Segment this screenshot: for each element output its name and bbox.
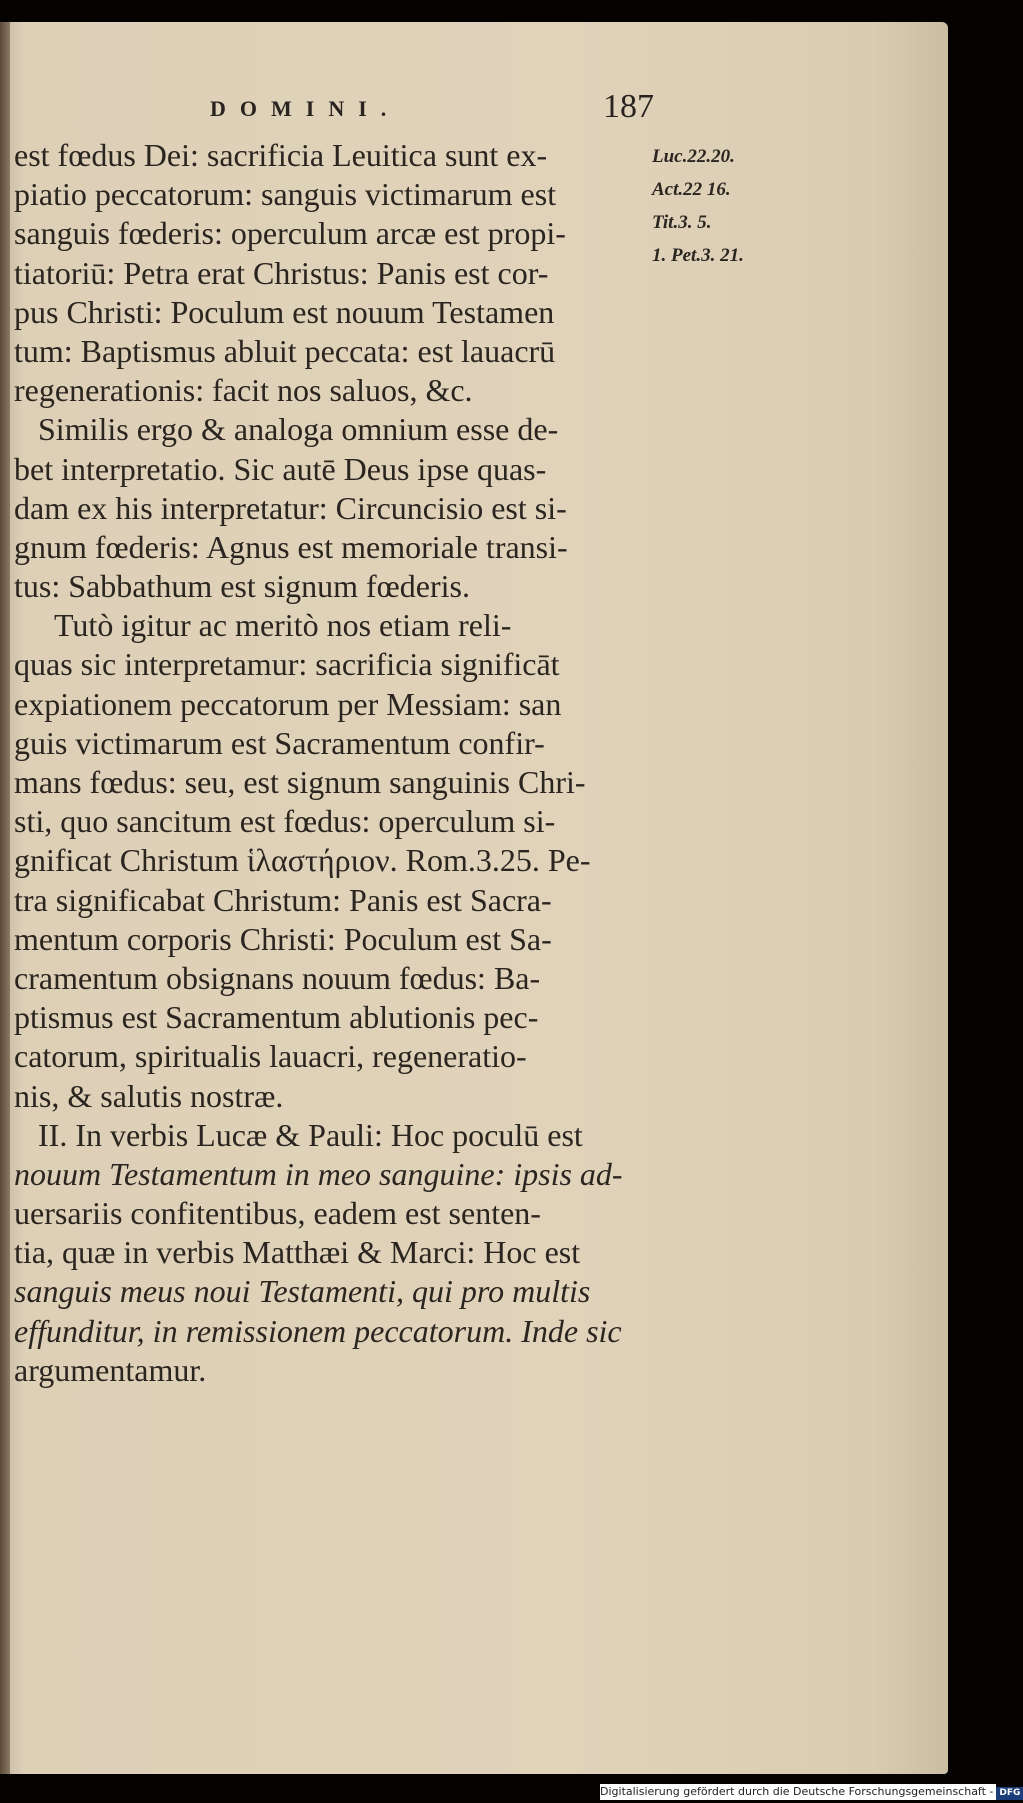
text-line: pus Christi: Poculum est nouum Testamen (14, 293, 555, 330)
text-line: regenerationis: facit nos saluos, &c. (14, 372, 473, 409)
page-header (210, 88, 660, 132)
text-line: dam ex his interpretatur: Circuncisio est si- (14, 489, 567, 526)
paragraph-first-line: II. In verbis Lucæ & Pauli: Hoc poculū est (38, 1116, 583, 1153)
text-line: nouum Testamentum in meo sanguine: ipsis ad- (14, 1155, 623, 1192)
text-line: est fœdus Dei: sacrificia Leuitica sunt ex- (14, 137, 548, 173)
text-line: tra significabat Christum: Panis est Sacra- (14, 881, 552, 918)
text-line: bet interpretatio. Sic autē Deus ipse quas- (14, 450, 547, 487)
dfg-logo: DFG (996, 1787, 1023, 1800)
running-title: DOMINI. (210, 96, 401, 121)
text-line: tia, quæ in verbis Matthæi & Marci: Hoc est (14, 1234, 581, 1271)
page-number: 187 (603, 88, 654, 125)
digitization-credit (600, 1784, 1021, 1800)
text-line: guis victimarum est Sacramentum confir- (14, 724, 545, 761)
text-line: tiatoriū: Petra erat Christus: Panis est cor- (14, 254, 549, 291)
paragraph-first-line: Similis ergo & analoga omnium esse de- (38, 411, 559, 448)
text-line: cramentum obsignans nouum fœdus: Ba- (14, 959, 541, 996)
main-text-block (14, 136, 654, 1390)
text-line: gnum fœderis: Agnus est memoriale transi- (14, 528, 568, 565)
text-line: uersariis confitentibus, eadem est senten- (14, 1195, 541, 1232)
margin-note: Luc.22.20. (652, 146, 735, 167)
text-line: tus: Sabbathum est signum fœderis. (14, 568, 470, 605)
margin-note: Tit.3. 5. (652, 212, 712, 233)
credit-text: Digitalisierung gefördert durch die Deutsche Forschungsgemeinschaft - (600, 1785, 994, 1798)
text-line: expiationem peccatorum per Messiam: san (14, 685, 562, 722)
text-line: piatio peccatorum: sanguis victimarum est (14, 176, 557, 213)
paragraph-first-line: Tutò igitur ac meritò nos etiam reli- (54, 607, 512, 644)
marginal-references (652, 146, 782, 278)
book-spine-edge (0, 22, 10, 1774)
text-line: nis, & salutis nostræ. (14, 1077, 284, 1114)
text-line: argumentamur. (14, 1351, 207, 1388)
text-line: gnificat Christum ἱλαστήριον. Rom.3.25. Pe- (14, 842, 591, 879)
margin-note: 1. Pet.3. 21. (652, 245, 744, 266)
text-line: sanguis fœderis: operculum arcæ est propi- (14, 215, 566, 252)
margin-note: Act.22 16. (652, 179, 731, 200)
text-line: sanguis meus noui Testamenti, qui pro multis (14, 1273, 591, 1310)
text-line: ptismus est Sacramentum ablutionis pec- (14, 999, 539, 1036)
text-line: quas sic interpretamur: sacrificia significāt (14, 646, 560, 683)
text-line: effunditur, in remissionem peccatorum. Inde sic (14, 1312, 622, 1349)
text-line: tum: Baptismus abluit peccata: est lauacrū (14, 332, 556, 369)
text-line: mans fœdus: seu, est signum sanguinis Chri- (14, 764, 586, 800)
text-line: mentum corporis Christi: Poculum est Sa- (14, 920, 552, 957)
text-line: catorum, spiritualis lauacri, regeneratio- (14, 1038, 527, 1075)
text-line: sti, quo sancitum est fœdus: operculum si- (14, 803, 556, 840)
